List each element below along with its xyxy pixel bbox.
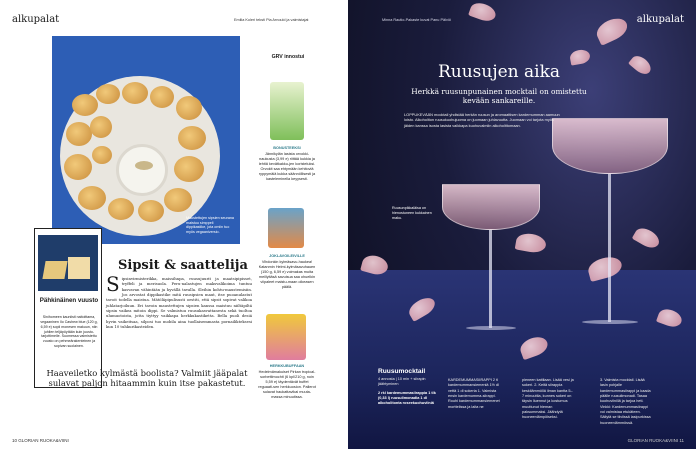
folio-left: 10 GLORIAN RUOKA&VIINI [12, 438, 69, 443]
photo-caption: Ruusunpikkaläisa on hienostuneen kukkainen maku. [392, 206, 432, 220]
product-label: BONUSTEEKSI [273, 146, 301, 150]
product-text: Hedelmämakuiset Pirkan tropical-sorbettimochit (6 kpl/210 g, noin 5,59 e) täydentävät buffet reguaati-sen herkkuosion. Pallerot sulavat haukattavikai muuta-massa minuutissa. [258, 370, 316, 399]
glass-foot [582, 320, 638, 324]
product-text: Jännikylän lasista orvokki-naukusta (3,99 e) riittää kukkia ja lehtiä kevätkakku-jen koristeluksi. Orvokit saa ehtymään kehitoviä ryppymäiä kukka säännöllisesti ja kasteleminella keyysesti. [258, 152, 316, 181]
product-text: Vihdonkin kylmäsavu-haukea! Katanmin Helmi-kylmäsavuhauen (150 g, 6,59 e) voimakas muita meillyitäsä savuisua saa ohuelkin viipaleet maistu-maan oikeasen päälä. [258, 260, 316, 289]
chip [72, 94, 98, 116]
photo-caption: Maustettujen sipsien seurana maistuu simppeli dippikastike, jota omiin tuo myös vegaaniversio. [186, 216, 234, 234]
chip [150, 86, 174, 108]
article-text: ipsinvirmisterikka, maissihnpa, ruusujuurit ja maatsipipisset, tryffeli ja merisuola. Peru-nalastujen maksvalikoima tuntuu kasvavan vähintään ja hyvällä tavalla. Sleihin kohtu-maustemisiin. Jos arvostat dippikastike mitä ruusipsien maut, itse puoanulastut tavoit todella maistua. Mätöläpipulisusti oestiti, että sipsit sopivat valikoa juhlatarjoiluun. Eri tavoin maustettujen sipsien kanssa maistuu niiltäpiltä sipsin vaikea mitoin dippi. Se valmistuu ruusukasvattanesta sekä tuoltoa ulumuotoista, jotta tiyttyy vaikkapa herkkukastiketta. Bella puoli desiä hyvin vaikeitsaa, silposi tuo mobila aina tuollaisemmasta pornailikteksesi kun 10 tuhkurikasteiden. [106, 276, 252, 329]
right-page [348, 0, 696, 449]
chip [108, 198, 134, 220]
sidebar-heading: GRV innostui [271, 54, 305, 60]
drop-cap: S [106, 272, 120, 296]
product-image-orvokki [270, 82, 304, 140]
credit-line: Minna Rautio-Pakaste kuvat Panu Pälviö [382, 18, 451, 22]
cheese-box [34, 228, 102, 388]
recipe-ingredients: 2 rkl kardemummasiirappia 1 tlk (0,33 l) ruusulimonadia 1 dl alkoholitonta roseekuohuviiniä [378, 390, 436, 406]
chip [178, 126, 206, 150]
chip [138, 200, 164, 222]
glass-foot [466, 326, 516, 330]
chips-photo [52, 36, 240, 244]
chip [96, 84, 120, 104]
recipe-column: pieneen kattilaan. Lisää vesi ja sokeri. 2. Keitä siirappia keskilämmöllä ilman kantta 5–7 minuuttia, kunnes sokeri on täysin liuennut ja kostumus muuttunut hieman paksummaksi. Jäähdytä huoneenlämpöiseksi. [522, 378, 574, 420]
cheese-photo [38, 235, 98, 291]
recipe-column: KARDEMUMMASIIRAPPI 2 tl kardemummansiemeniä 1½ dl vettä 1 dl sokeria 1. Valmista ensin kardemumma-siirappi. Rouhi kardemummansiemenet morttelissa ja laita ne [448, 378, 500, 409]
article-title: Sipsit & saattelija [118, 258, 248, 273]
chip [78, 186, 106, 210]
cheese-title: Pähkinäinen vuusto [39, 297, 99, 304]
glass-stem [608, 174, 611, 322]
chip [174, 156, 204, 182]
chip [64, 154, 92, 180]
credit-line: Emilia Koleri teksti Pia Arnould ja valmistajat [234, 18, 309, 22]
recipe-yield: 4 annosta | 10 min + siirapin jäähtyminen [378, 377, 426, 387]
chip [66, 122, 92, 146]
chip [164, 188, 192, 212]
pull-quote: Haaveiletko kylmästä boolista? Valmiit jääpalat sulavat paljon hitaammin kuin itse pakastetut. [46, 368, 248, 389]
product-label: JOKLAVOILEIVILLE [269, 254, 305, 258]
folio-right: GLORIAN RUOKA&VIINI 11 [627, 438, 684, 443]
recipe-intro: LOPPUKEVÄÄN mocktail yhdistää herkän ruusun ja aromaattisen kardemumman aamuun loisto. Alkoholiton ruusukuohujuoma on juomaan juhlavuutta. Juomaan voi tarjota myös jäiden kanssa isosta lasista vaikkapa kuohuvalmiin alkoholittomaan. [404, 112, 560, 128]
recipe-title: Ruusujen aika [437, 62, 561, 82]
recipe-box [378, 368, 440, 407]
product-image-mochi [266, 314, 306, 360]
recipe-column: 3. Valmista mocktail. Lisää lasin pohjalle kardemummasiirappi ja kaada päälle ruusulimonadi. Tasaa kuohuviinillä ja tarjoa heti. Vinkki: Kardemummasiirappi voi valmistaa etukäteen. Säilytä se tiiviissä lasipurkissa huoneenlämmössä. [600, 378, 651, 425]
chip [92, 146, 112, 164]
product-label: HERKKUBUFFAAN [269, 364, 305, 368]
product-image-hauki [268, 208, 304, 248]
article-body [106, 272, 252, 329]
chip [122, 82, 148, 104]
recipe-name: Ruusumocktail [378, 368, 426, 375]
coupe-glass-left [442, 184, 540, 230]
chip [90, 116, 112, 138]
cheese-body: Sinihomeen kauniisti naitoittama, vegaaninen Ilo Cashew blue (120 g, 6,59 e) sopii monesen makuun, niin juhlien teljäpöytään kuin juusto-tarjottimelle. Suomessa valmistettu vuusto on pehmeärakenteinen ja sopivan suolainen. [40, 315, 98, 349]
chip [176, 96, 202, 120]
glass-stem [489, 230, 492, 328]
section-label: alkupalat [636, 14, 684, 25]
dip-bowl [116, 144, 168, 196]
section-label: alkupalat [12, 14, 60, 25]
recipe-subtitle: Herkkä ruusunpunainen mocktail on omistettu kevään sankareille. [411, 87, 587, 106]
coupe-glass-right [552, 118, 668, 174]
